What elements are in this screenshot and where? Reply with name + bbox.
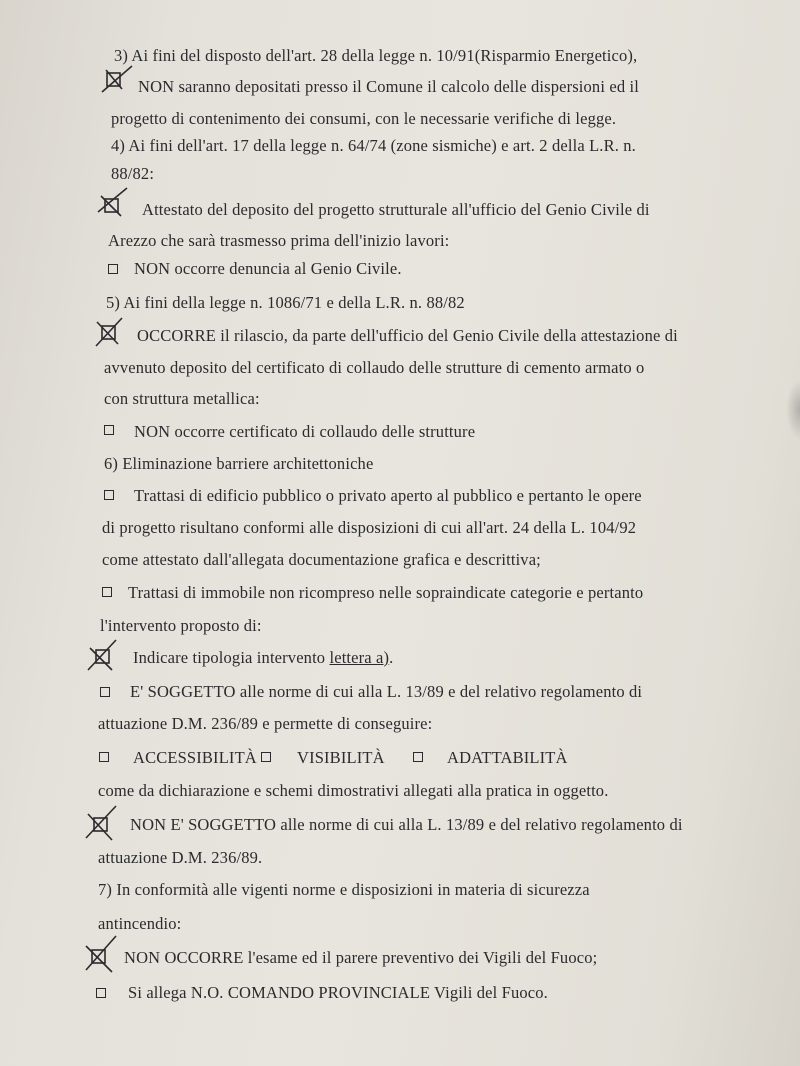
section-6-subject-option: E' SOGGETTO alle norme di cui alla L. 13/89 e del relativo regolamento di	[130, 682, 643, 701]
section-7-option-a: NON OCCORRE l'esame ed il parere preventivo dei Vigili del Fuoco;	[124, 948, 598, 967]
unchecked-checkbox-icon[interactable]	[102, 587, 112, 597]
unchecked-checkbox-icon[interactable]	[96, 988, 106, 998]
section-6-option-a: Trattasi di edificio pubblico o privato aperto al pubblico e pertanto le opere	[134, 486, 642, 505]
unchecked-checkbox-icon[interactable]	[104, 490, 114, 500]
section-6-option-b: Trattasi di immobile non ricompreso nelle sopraindicate categorie e pertanto	[128, 583, 644, 602]
section-6-subject-option-cont: attuazione D.M. 236/89 e permette di conseguire:	[98, 714, 433, 733]
section-6-option-a-cont2: come attestato dall'allegata documentazione grafica e descrittiva;	[102, 550, 541, 569]
section-7-heading: 7) In conformità alle vigenti norme e disposizioni in materia di sicurezza	[98, 880, 590, 899]
unchecked-checkbox-icon[interactable]	[100, 687, 110, 697]
unchecked-checkbox-icon[interactable]	[104, 425, 114, 435]
checked-checkbox-icon[interactable]	[82, 934, 122, 974]
section-5-option-a: OCCORRE il rilascio, da parte dell'ufficio del Genio Civile della attestazione di	[137, 326, 678, 345]
adattabilita-label: ADATTABILITÀ	[447, 748, 568, 767]
unchecked-checkbox-icon[interactable]	[99, 752, 109, 762]
checked-checkbox-icon[interactable]	[92, 312, 132, 352]
intervention-type-value: lettera a)	[329, 648, 390, 667]
section-6-heading: 6) Eliminazione barriere architettoniche	[104, 454, 374, 473]
unchecked-checkbox-icon[interactable]	[108, 264, 118, 274]
intervention-type-period: .	[389, 648, 394, 667]
section-6-not-subject-option: NON E' SOGGETTO alle norme di cui alla L. 13/89 e del relativo regolamento di	[130, 815, 683, 834]
section-6-option-b-cont: l'intervento proposto di:	[100, 616, 262, 635]
section-4-option-a-cont: Arezzo che sarà trasmesso prima dell'inizio lavori:	[108, 231, 450, 250]
section-6-not-subject-cont: attuazione D.M. 236/89.	[98, 848, 263, 867]
section-6-declaration: come da dichiarazione e schemi dimostrativi allegati alla pratica in oggetto.	[98, 781, 609, 800]
section-7-heading-cont: antincendio:	[98, 914, 182, 933]
section-4-option-b: NON occorre denuncia al Genio Civile.	[134, 259, 402, 278]
intervention-type-label: Indicare tipologia intervento	[133, 648, 330, 667]
accessibilita-label: ACCESSIBILITÀ	[133, 748, 257, 767]
checked-checkbox-icon[interactable]	[84, 804, 124, 844]
section-5-option-a-cont2: con struttura metallica:	[104, 389, 260, 408]
section-5-option-b: NON occorre certificato di collaudo delle strutture	[134, 422, 476, 441]
section-3-continuation: progetto di contenimento dei consumi, con le necessarie verifiche di legge.	[111, 109, 617, 128]
section-4-heading: 4) Ai fini dell'art. 17 della legge n. 64/74 (zone sismiche) e art. 2 della L.R. n.	[111, 136, 636, 155]
section-7-option-b: Si allega N.O. COMANDO PROVINCIALE Vigili del Fuoco.	[128, 983, 548, 1002]
checked-checkbox-icon[interactable]	[86, 636, 126, 676]
section-5-heading: 5) Ai fini della legge n. 1086/71 e della L.R. n. 88/82	[106, 293, 465, 312]
checked-checkbox-icon[interactable]	[98, 62, 138, 102]
section-3-heading: 3) Ai fini del disposto dell'art. 28 della legge n. 10/91(Risparmio Energetico),	[114, 46, 638, 65]
section-6-option-a-cont1: di progetto risultano conformi alle disposizioni di cui all'art. 24 della L. 104/92	[102, 518, 637, 537]
section-4-option-a: Attestato del deposito del progetto strutturale all'ufficio del Genio Civile di	[142, 200, 650, 219]
section-5-option-a-cont1: avvenuto deposito del certificato di collaudo delle strutture di cemento armato o	[104, 358, 645, 377]
page-edge-shadow	[786, 380, 800, 440]
visibilita-label: VISIBILITÀ	[297, 748, 385, 767]
section-6-intervention-type	[133, 648, 393, 668]
section-3-option-text: NON saranno depositati presso il Comune il calcolo delle dispersioni ed il	[138, 77, 639, 96]
section-4-heading-cont: 88/82:	[111, 164, 155, 183]
unchecked-checkbox-icon[interactable]	[413, 752, 423, 762]
checked-checkbox-icon[interactable]	[95, 186, 135, 226]
unchecked-checkbox-icon[interactable]	[261, 752, 271, 762]
